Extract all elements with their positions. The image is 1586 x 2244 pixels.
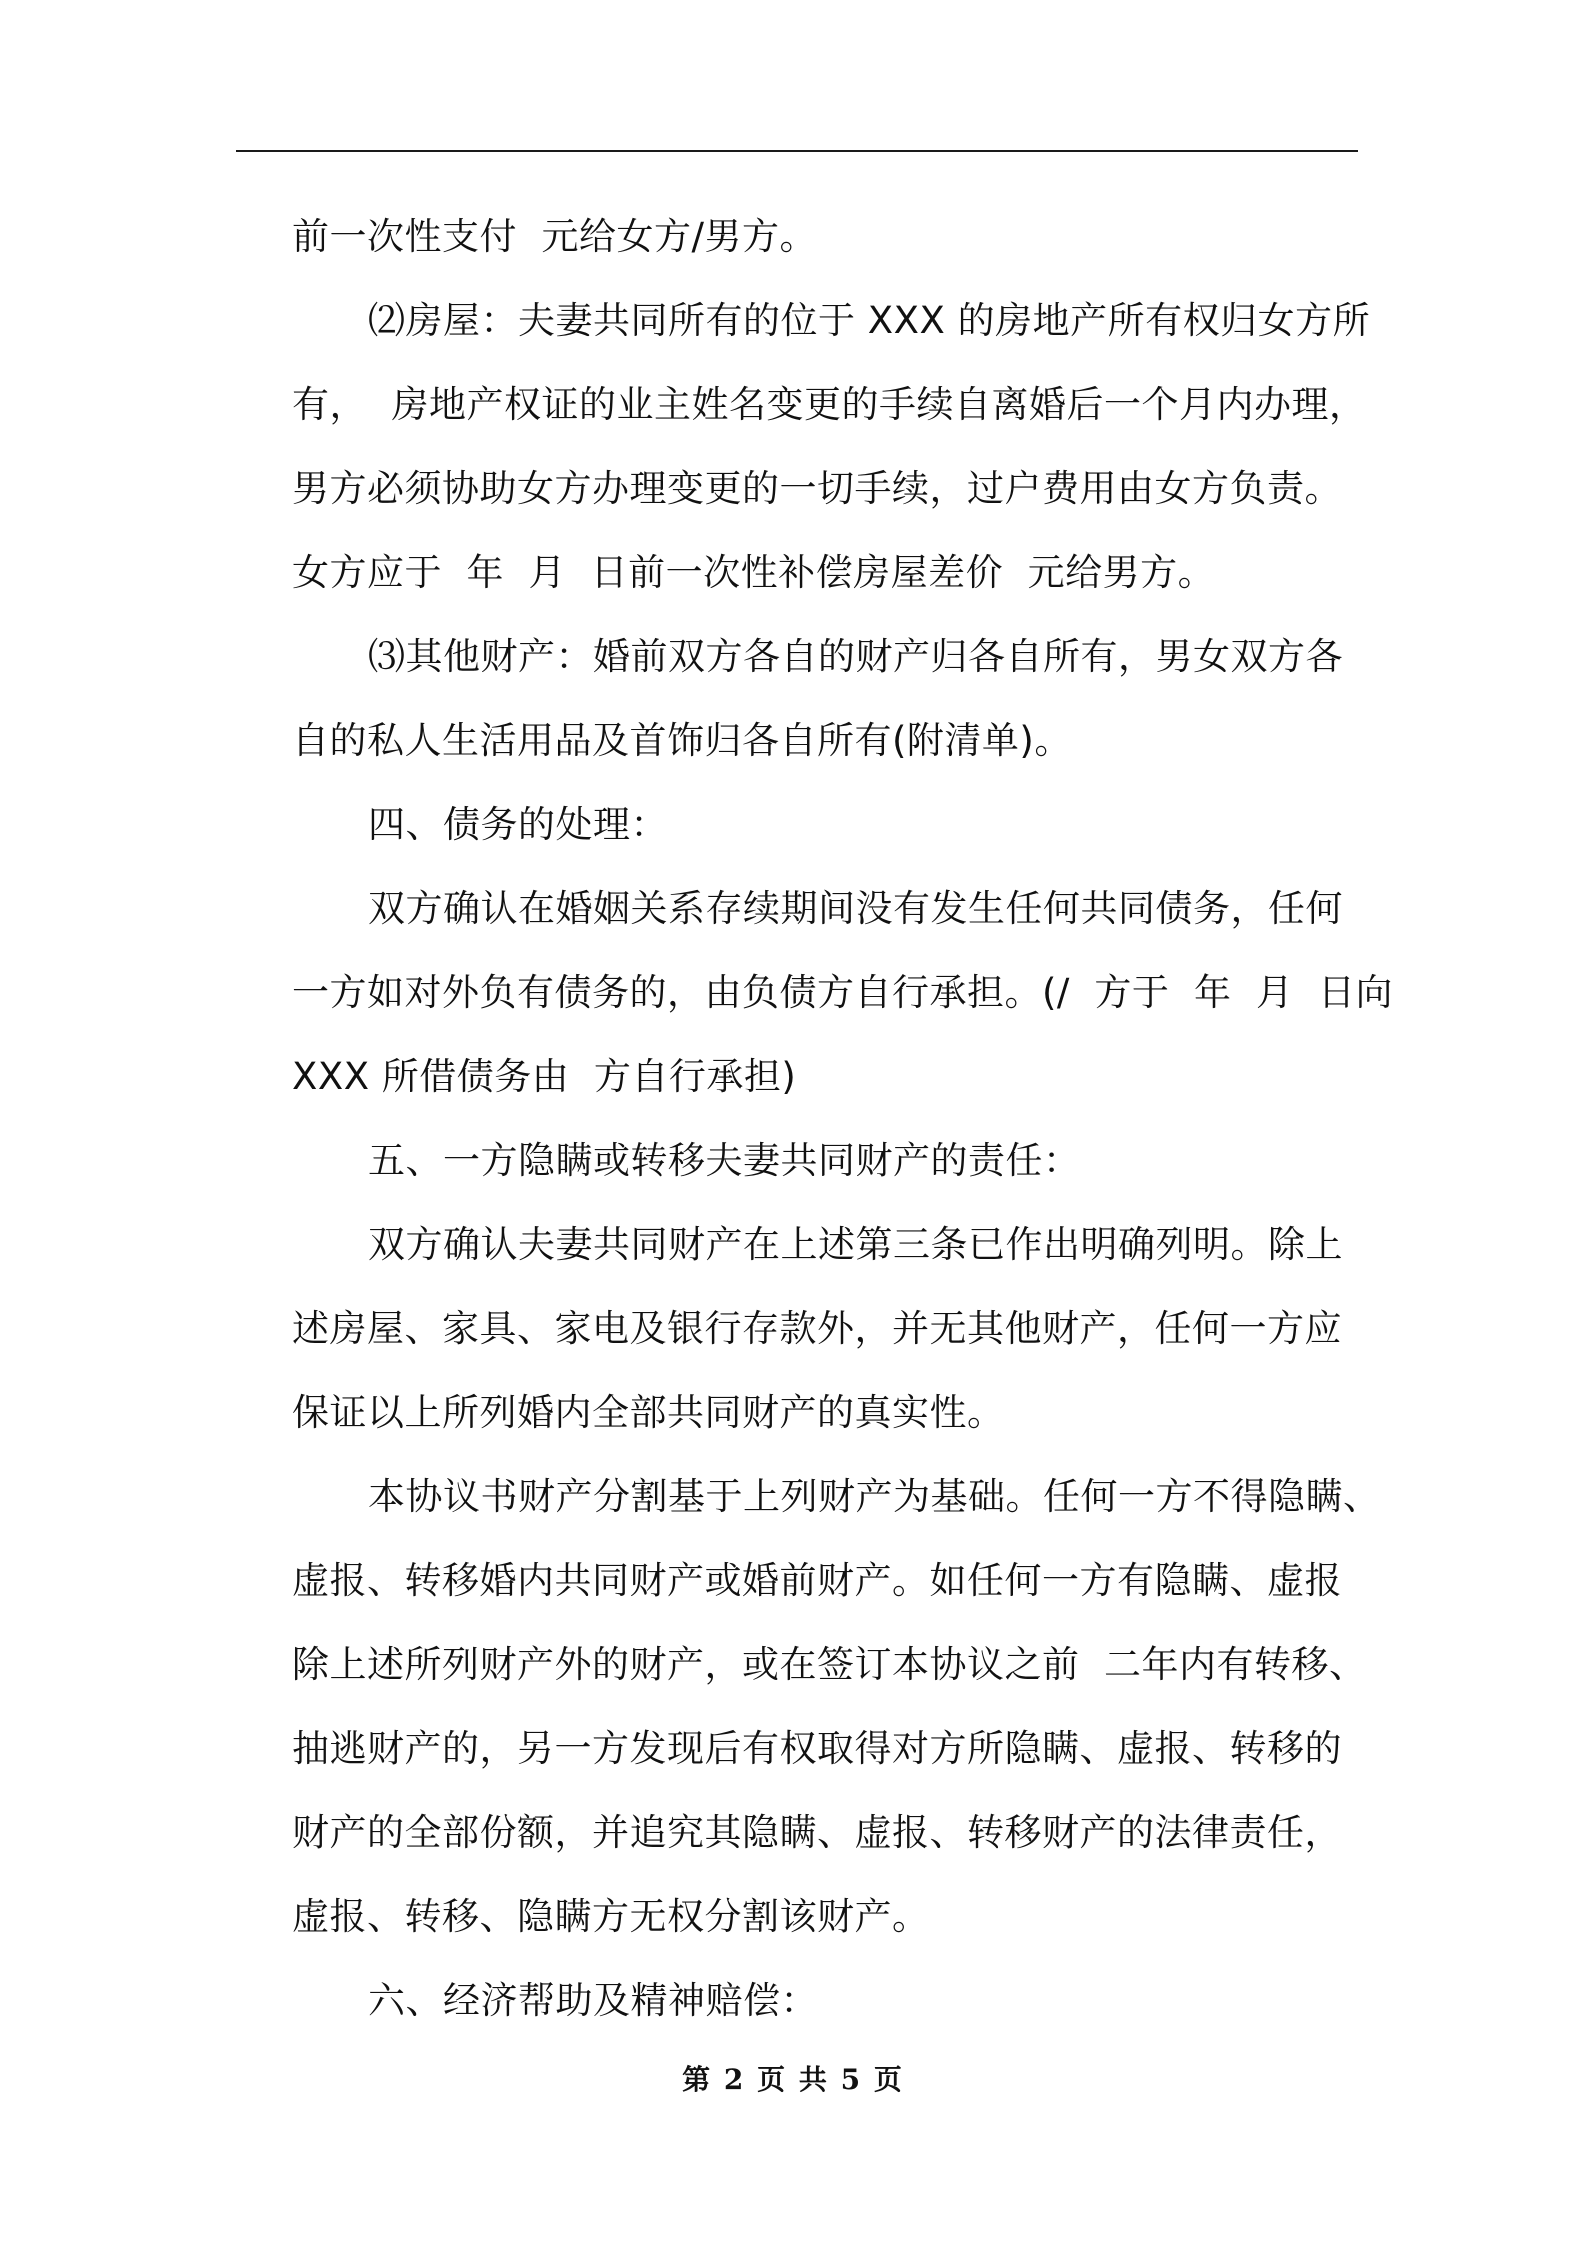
text-line: 自的私人生活用品及首饰归各自所有(附清单)。 <box>292 719 1072 762</box>
text-line: 一方如对外负有债务的，由负债方自行承担。(/ 方于 年 月 日向 <box>292 971 1393 1014</box>
section-heading: 六、经济帮助及精神赔偿： <box>368 1979 818 2022</box>
page-number: 第 2 页 共 5 页 <box>682 2063 904 2096</box>
text-line: 虚报、转移、隐瞒方无权分割该财产。 <box>292 1895 930 1938</box>
text-line: 男方必须协助女方办理变更的一切手续，过户费用由女方负责。 <box>292 467 1342 510</box>
text-line: 财产的全部份额，并追究其隐瞒、虚报、转移财产的法律责任， <box>292 1811 1342 1854</box>
section-heading: 四、债务的处理： <box>368 803 668 846</box>
text-line: 双方确认在婚姻关系存续期间没有发生任何共同债务，任何 <box>368 887 1343 930</box>
text-line: 有， 房地产权证的业主姓名变更的手续自离婚后一个月内办理， <box>292 383 1367 426</box>
section-heading: 五、一方隐瞒或转移夫妻共同财产的责任： <box>368 1139 1081 1182</box>
header-rule <box>236 150 1358 152</box>
text-line: ⑶其他财产：婚前双方各自的财产归各自所有，男女双方各 <box>368 635 1343 678</box>
text-line: 除上述所列财产外的财产，或在签订本协议之前 二年内有转移、 <box>292 1643 1367 1686</box>
document-body <box>292 195 1393 2043</box>
text-line: XXX 所借债务由 方自行承担) <box>292 1055 797 1098</box>
text-line: 述房屋、家具、家电及银行存款外，并无其他财产，任何一方应 <box>292 1307 1342 1350</box>
text-line: 虚报、转移婚内共同财产或婚前财产。如任何一方有隐瞒、虚报 <box>292 1559 1342 1602</box>
text-line: 本协议书财产分割基于上列财产为基础。任何一方不得隐瞒、 <box>368 1475 1381 1518</box>
text-line: ⑵房屋：夫妻共同所有的位于 XXX 的房地产所有权归女方所 <box>368 299 1371 342</box>
text-line: 抽逃财产的，另一方发现后有权取得对方所隐瞒、虚报、转移的 <box>292 1727 1342 1770</box>
text-line: 保证以上所列婚内全部共同财产的真实性。 <box>292 1391 1005 1434</box>
text-line: 前一次性支付 元给女方/男方。 <box>292 215 817 258</box>
text-line: 双方确认夫妻共同财产在上述第三条已作出明确列明。除上 <box>368 1223 1343 1266</box>
text-line: 女方应于 年 月 日前一次性补偿房屋差价 元给男方。 <box>292 551 1216 594</box>
